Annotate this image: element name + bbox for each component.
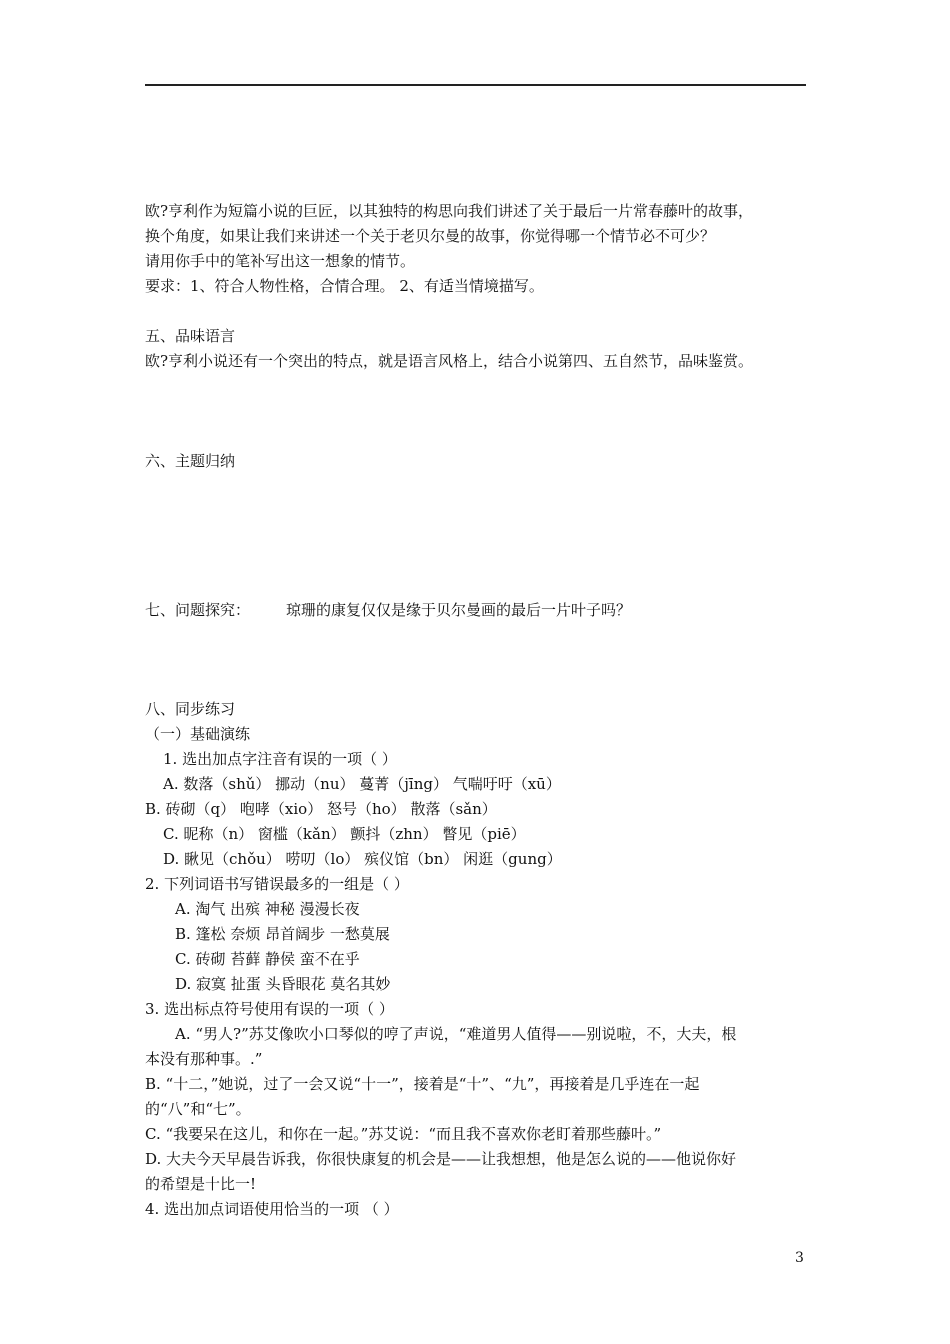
- intro-line-1: 欧?亨利作为短篇小说的巨匠，以其独特的构思向我们讲述了关于最后一片常春藤叶的故事，: [145, 202, 754, 220]
- q1-option-b: B. 砖砌（q） 咆哮（xio） 怒号（ho） 散落（sǎn）: [145, 800, 497, 818]
- q2-option-c: C. 砖砌 苔藓 静侯 蛮不在乎: [175, 950, 360, 968]
- q3-option-d-line-1: D. 大夫今天早晨告诉我，你很快康复的机会是——让我想想，他是怎么说的——他说你好: [145, 1150, 737, 1168]
- q2-option-d: D. 寂寞 扯蛋 头昏眼花 莫名其妙: [175, 975, 391, 993]
- page-number: 3: [795, 1250, 804, 1266]
- question-1: 1. 选出加点字注音有误的一项（ ）: [163, 750, 397, 768]
- q3-option-a-line-1: A. “男人?”苏艾像吹小口琴似的哼了声说，“难道男人值得——别说啦，不，大夫，根: [175, 1025, 737, 1043]
- question-3: 3. 选出标点符号使用有误的一项（ ）: [145, 1000, 394, 1018]
- question-4: 4. 选出加点词语使用恰当的一项 （ ）: [145, 1200, 399, 1218]
- q1-option-a: A. 数落（shǔ） 挪动（nu） 蔓菁（jīng） 气喘吁吁（xū）: [163, 775, 561, 793]
- q2-option-b: B. 篷松 奈烦 昂首阔步 一愁莫展: [175, 925, 390, 943]
- section-5-text: 欧?亨利小说还有一个突出的特点，就是语言风格上，结合小说第四、五自然节，品味鉴赏。: [145, 352, 754, 370]
- q3-option-a-line-2: 本没有那种事。.”: [145, 1050, 263, 1068]
- question-2: 2. 下列词语书写错误最多的一组是（ ）: [145, 875, 409, 893]
- section-6-title: 六、主题归纳: [145, 452, 236, 470]
- header-rule: [145, 84, 806, 86]
- intro-line-2: 换个角度，如果让我们来讲述一个关于老贝尔曼的故事，你觉得哪一个情节必不可少？: [145, 227, 716, 245]
- section-7-label: 七、问题探究：: [145, 601, 251, 619]
- q1-option-d: D. 瞅见（chǒu） 唠叨（lo） 殡仪馆（bn） 闲逛（gung）: [163, 850, 562, 868]
- q3-option-d-line-2: 的希望是十比一!: [145, 1175, 257, 1193]
- section-8-title: 八、同步练习: [145, 700, 236, 718]
- intro-line-3: 请用你手中的笔补写出这一想象的情节。: [145, 252, 416, 270]
- q3-option-c: C. “我要呆在这儿，和你在一起。”苏艾说：“而且我不喜欢你老盯着那些藤叶。”: [145, 1125, 662, 1143]
- q3-option-b-line-2: 的“八”和“七”。: [145, 1100, 251, 1118]
- q3-option-b-line-1: B. “十二，”她说，过了一会又说“十一”，接着是“十”、“九”，再接着是几乎连在一起: [145, 1075, 700, 1093]
- q1-option-c: C. 昵称（n） 窗槛（kǎn） 颤抖（zhn） 瞥见（piē）: [163, 825, 526, 843]
- section-5-title: 五、品味语言: [145, 327, 236, 345]
- section-8-subtitle: （一）基础演练: [145, 725, 251, 743]
- q2-option-a: A. 淘气 出殡 神秘 漫漫长夜: [175, 900, 360, 918]
- requirements-line: 要求：1、符合人物性格，合情合理。 2、有适当情境描写。: [145, 277, 544, 295]
- section-7-question: 琼珊的康复仅仅是缘于贝尔曼画的最后一片叶子吗？: [286, 601, 632, 619]
